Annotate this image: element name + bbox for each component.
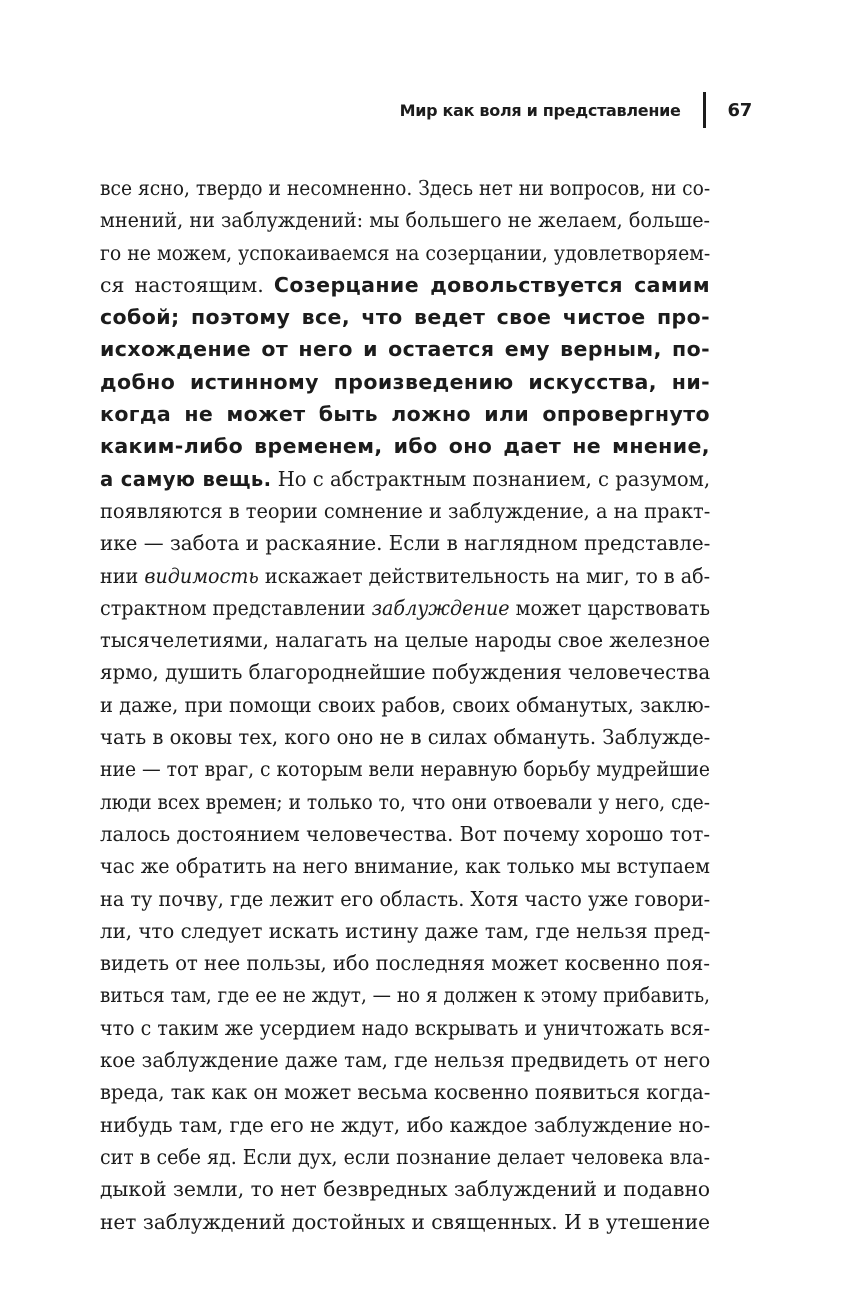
text-line (100, 947, 710, 979)
text-line (100, 689, 710, 721)
body-text-segment: Но с абстрактным познанием, с разумом, (271, 466, 711, 491)
bold-text: Созерцание довольствуется самим (273, 272, 710, 297)
body-text-segment: кое заблуждение даже там, где нельзя предвидеть от него (100, 1048, 711, 1073)
text-line (100, 1012, 710, 1044)
body-text-segment: страктном представлении (100, 595, 372, 620)
body-text-segment: видеть от нее пользы, ибо последняя может косвенно поя- (100, 951, 710, 976)
body-text-segment: дыкой земли, то нет безвредных заблуждений и подавно (100, 1177, 711, 1202)
text-line (100, 430, 710, 462)
body-text-segment: нет заблуждений достойных и священных. И в утешение (100, 1209, 710, 1234)
italic-text: видимость (144, 563, 259, 588)
text-line (100, 237, 710, 269)
text-line (100, 786, 710, 818)
bold-text: каким-либо временем, ибо оно дает не мнение, (100, 434, 710, 459)
text-line (100, 915, 710, 947)
text-line (100, 463, 710, 495)
bold-text: добно истинному произведению искусства, ни- (100, 369, 710, 394)
body-text-segment: ние — тот враг, с которым вели неравную борьбу мудрейшие (100, 757, 711, 782)
body-text-segment: чать в оковы тех, кого оно не в силах обмануть. Заблужде- (100, 725, 711, 750)
body-text-segment: сит в себе яд. Если дух, если познание делает человека вла- (100, 1144, 710, 1169)
italic-text: заблуждение (371, 595, 510, 620)
text-line (100, 850, 710, 882)
text-line (100, 1044, 710, 1076)
text-line (100, 1206, 710, 1238)
body-text-segment: виться там, где ее не ждут, — но я должен к этому прибавить, (100, 983, 710, 1008)
text-line (100, 979, 710, 1011)
text-line (100, 560, 710, 592)
running-head (400, 92, 752, 128)
body-text-segment: вреда, так как он может весьма косвенно появиться когда- (100, 1080, 711, 1105)
text-line (100, 656, 710, 688)
text-line (100, 624, 710, 656)
body-text-segment: ся настоящим. (100, 272, 274, 297)
text-line (100, 1141, 710, 1173)
text-line (100, 527, 710, 559)
text-line (100, 172, 710, 204)
body-text-segment: мнений, ни заблуждений: мы большего не желаем, больше- (100, 208, 710, 233)
body-text-segment: лалось достоянием человечества. Вот почему хорошо тот- (100, 821, 710, 846)
header-divider (703, 92, 706, 128)
text-line (100, 753, 710, 785)
body-text-segment: тысячелетиями, налагать на целые народы свое железное (100, 628, 710, 653)
text-line (100, 1076, 710, 1108)
body-text-segment: нибудь там, где его не ждут, ибо каждое заблуждение но- (100, 1112, 711, 1137)
text-line (100, 333, 710, 365)
text-line (100, 495, 710, 527)
body-text-segment: ярмо, душить благороднейшие побуждения человечества (100, 660, 711, 685)
text-line (100, 818, 710, 850)
body-text-segment: на ту почву, где лежит его область. Хотя часто уже говори- (100, 886, 711, 911)
text-line (100, 1109, 710, 1141)
body-text-segment: и даже, при помощи своих рабов, своих обманутых, заклю- (100, 692, 711, 717)
page-number: 67 (727, 99, 752, 121)
bold-text: собой; поэтому все, что ведет свое чистое про- (100, 305, 710, 330)
text-line (100, 1173, 710, 1205)
text-line (100, 883, 710, 915)
text-line (100, 366, 710, 398)
bold-text: а самую вещь. (100, 466, 272, 491)
body-text-segment: ли, что следует искать истину даже там, где нельзя пред- (100, 918, 711, 943)
body-text-segment: час же обратить на него внимание, как только мы вступаем (100, 854, 711, 879)
text-line (100, 721, 710, 753)
body-text-segment: нии (100, 563, 145, 588)
bold-text: исхождение от него и остается ему верным, по- (100, 337, 710, 362)
body-text-segment: люди всех времен; и только то, что они отвоевали у него, сде- (100, 789, 711, 814)
body-text-segment: искажает действительность на миг, то в аб- (258, 563, 711, 588)
body-text-segment: появляются в теории сомнение и заблуждение, а на практ- (100, 498, 711, 523)
body-text (100, 172, 710, 1238)
text-line (100, 269, 710, 301)
text-line (100, 592, 710, 624)
bold-text: когда не может быть ложно или опровергнуто (100, 402, 710, 427)
running-title: Мир как воля и представление (399, 100, 681, 120)
text-line (100, 301, 710, 333)
body-text-segment: ике — забота и раскаяние. Если в наглядном представле- (100, 531, 711, 556)
text-line (100, 398, 710, 430)
body-text-segment: может царствовать (509, 595, 711, 620)
body-text-segment: го не можем, успокаиваемся на созерцании, удовлетворяем- (100, 240, 711, 265)
body-text-segment: что с таким же усердием надо вскрывать и уничтожать вся- (100, 1015, 711, 1040)
text-line (100, 204, 710, 236)
body-text-segment: все ясно, твердо и несомненно. Здесь нет ни вопросов, ни со- (100, 176, 711, 200)
